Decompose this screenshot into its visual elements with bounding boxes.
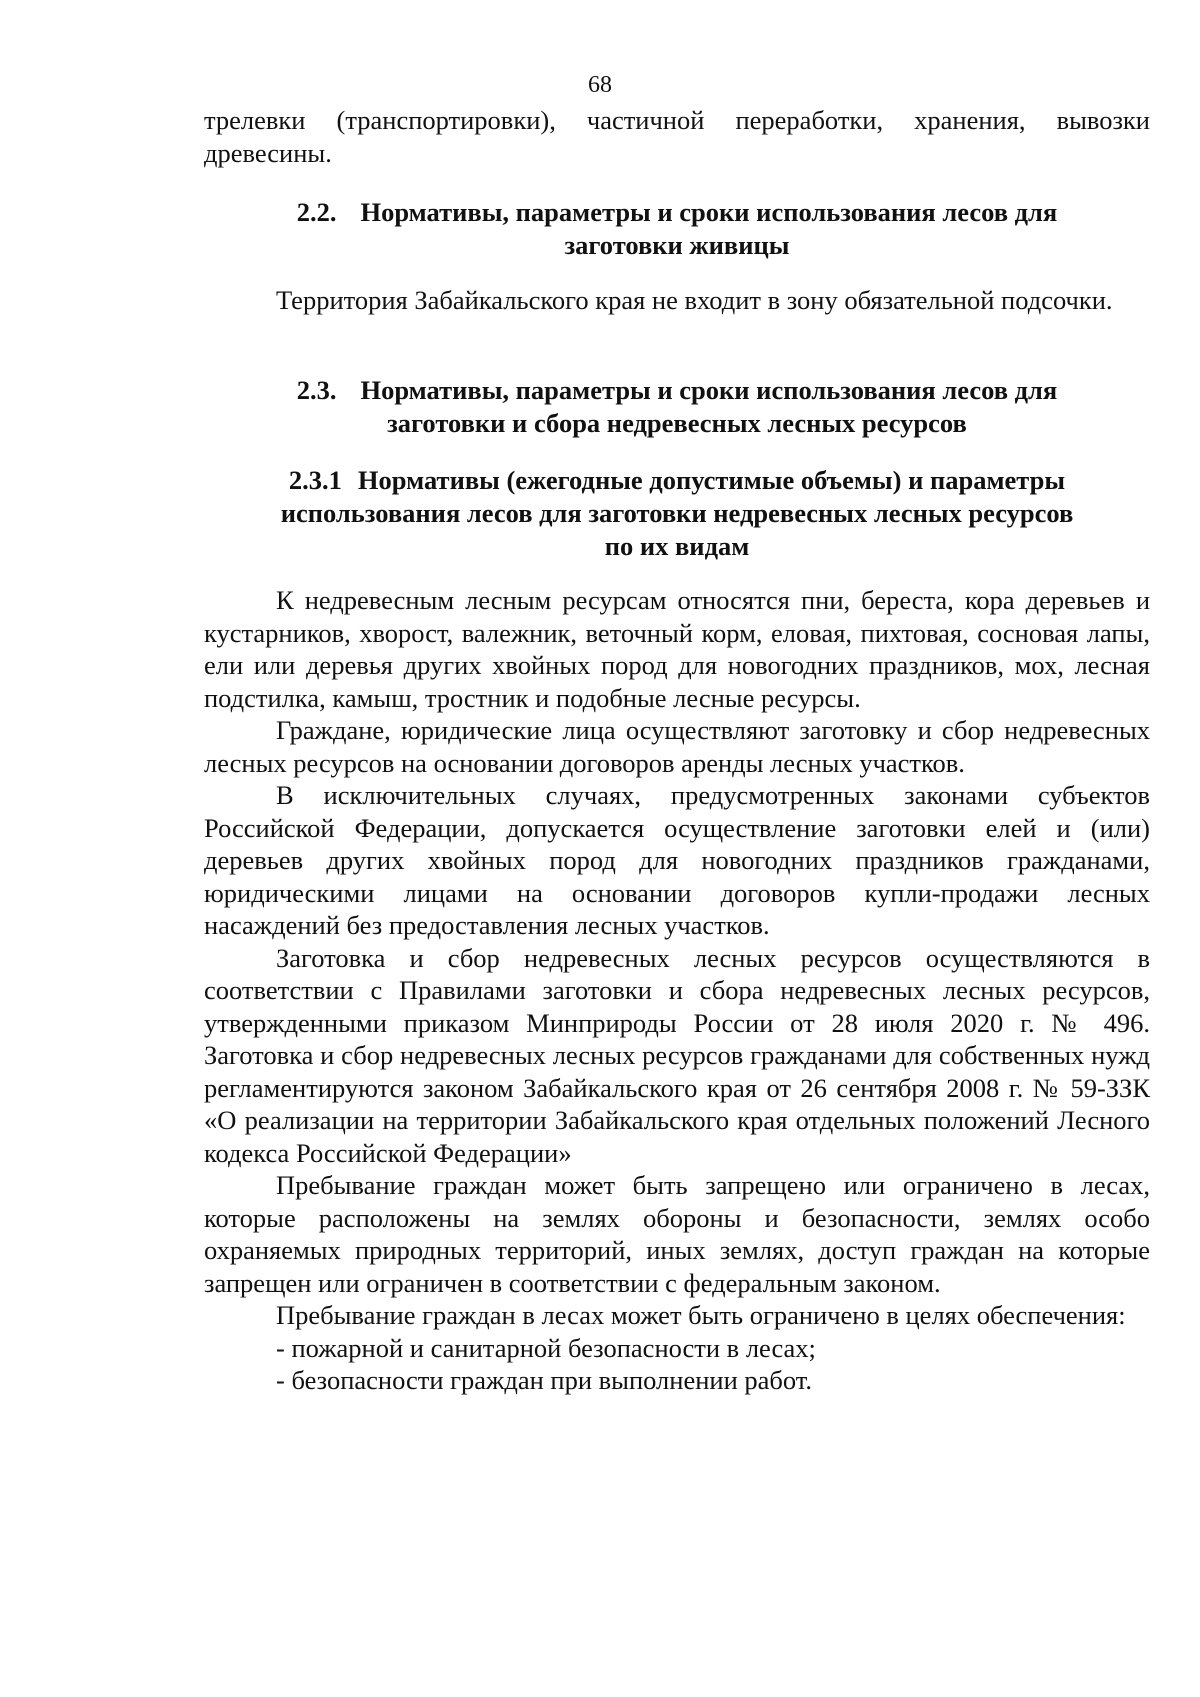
section-2-3-1-title-line1: Нормативы (ежегодные допустимые объемы) и параметры (357, 465, 1066, 495)
body-paragraph: Пребывание граждан может быть запрещено или ограничено в лесах, которые расположены на землях обороны и безопасности, землях особо охраняемых природных территорий, иных землях, доступ граждан на которые запрещен или ограничен в соответствии с федеральным законом. (204, 1170, 1150, 1298)
section-2-2-heading (204, 196, 1150, 262)
section-2-3-heading (204, 374, 1150, 440)
section-2-2-paragraph: Территория Забайкальского края не входит в зону обязательной подсочки. (276, 285, 1113, 315)
body-paragraph: В исключительных случаях, предусмотренных законами субъектов Российской Федерации, допускается осуществление заготовки елей и (или) деревьев других хвойных пород для новогодних праздников гражданами, юридическими лицами на основании договоров купли-продажи лесных насаждений без предоставления лесных участков. (204, 780, 1150, 940)
section-2-2-number: 2.2. (296, 197, 337, 227)
section-2-3-number: 2.3. (296, 375, 337, 405)
section-2-2-title-line2: заготовки живицы (564, 230, 790, 260)
page-number: 68 (588, 72, 612, 98)
section-2-3-title-line2: заготовки и сбора недревесных лесных ресурсов (387, 408, 967, 438)
body-paragraph: К недревесным лесным ресурсам относятся пни, береста, кора деревьев и кустарников, хворост, валежник, веточный корм, еловая, пихтовая, сосновая лапы, ели или деревья других хвойных пород для новогодних праздников, мох, лесная подстилка, камыш, тростник и подобные лесные ресурсы. (204, 585, 1150, 713)
section-2-3-1-title-line2: использования лесов для заготовки недревесных лесных ресурсов (280, 498, 1074, 528)
body-paragraph: Граждане, юридические лица осуществляют заготовку и сбор недревесных лесных ресурсов на основании договоров аренды лесных участков. (204, 715, 1150, 778)
body-paragraph: Заготовка и сбор недревесных лесных ресурсов осуществляются в соответствии с Правилами заготовки и сбора недревесных лесных ресурсов, утвержденными приказом Минприроды России от 28 июля 2020 г. № 496. Заготовка и сбор недревесных лесных ресурсов гражданами для собственных нужд регламентируются законом Забайкальского края от 26 сентября 2008 г. № 59-ЗЗК «О реализации на территории Забайкальского края отдельных положений Лесного кодекса Российской Федерации» (204, 942, 1150, 1168)
section-2-2-title-line1: Нормативы, параметры и сроки использования лесов для (360, 197, 1058, 227)
section-2-3-1-title-line3: по их видам (604, 531, 750, 561)
section-2-3-1-heading (204, 464, 1150, 563)
section-2-3-1-body (204, 584, 1150, 1397)
section-2-3-1-number: 2.3.1 (288, 465, 342, 495)
list-item: - безопасности граждан при выполнении работ. (276, 1365, 813, 1395)
section-2-3-title-line1: Нормативы, параметры и сроки использования лесов для (360, 375, 1058, 405)
list-item: - пожарной и санитарной безопасности в лесах; (276, 1332, 816, 1363)
intro-paragraph: трелевки (транспортировки), частичной переработки, хранения, вывозки древесины. (204, 105, 1150, 168)
body-paragraph: Пребывание граждан в лесах может быть ограничено в целях обеспечения: (276, 1300, 1126, 1330)
